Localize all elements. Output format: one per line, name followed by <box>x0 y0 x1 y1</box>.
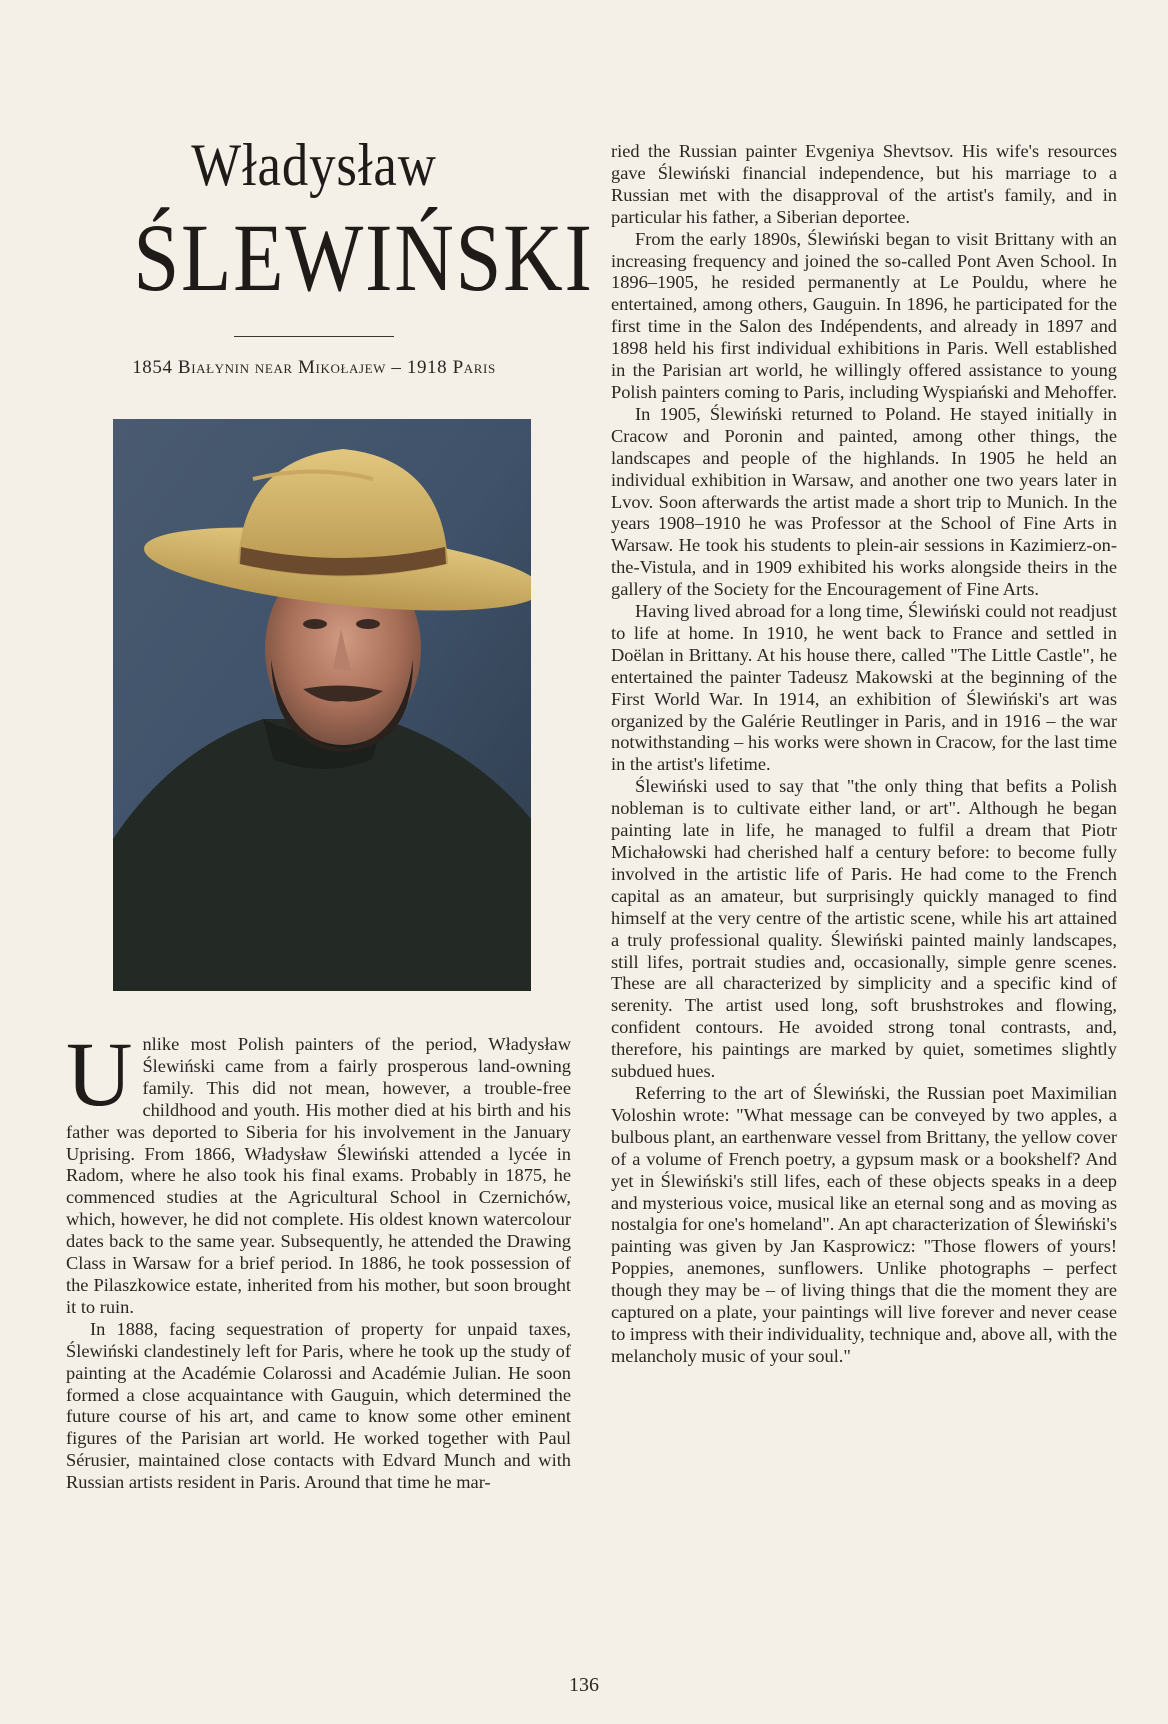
life-dates: 1854 Białynin near Mikołajew – 1918 Paris <box>132 357 496 378</box>
paragraph: ried the Russian painter Evgeniya Shevtsov. His wife's resources gave Ślewiński financial independence, but his marriage to a Russian met with the disapproval of the artist's family, and in particular his father, a Siberian deportee. <box>611 141 1117 227</box>
paragraph: Having lived abroad for a long time, Ślewiński could not readjust to life at home. In 1910, he went back to France and settled in Doëlan in Brittany. At his house there, called "The Little Castle", he entertained the painter Tadeusz Makowski at the beginning of the First World War. In 1914, an exhibition of Ślewiński's art was organized by the Galérie Reutlinger in Paris, and in 1916 – the war notwithstanding – his works were shown in Cracow, for the last time in the artist's lifetime. <box>611 601 1117 775</box>
portrait-image <box>113 419 531 991</box>
paragraph: Ślewiński used to say that "the only thing that befits a Polish nobleman is to cultivate either land, or art". Although he began painting late in life, he managed to fulfil a dream that Piotr Michałowski had cherished half a century before: to become fully involved in the artistic life of Paris. He had come to the French capital as an amateur, but surprisingly quickly managed to find himself at the very centre of the artistic scene, while his art attained a truly professional quality. Ślewiński painted mainly landscapes, still lifes, portrait studies and, occasionally, simple genre scenes. These are all characterized by simplicity and a specific kind of serenity. The artist used long, soft brushstrokes and flowing, confident contours. He avoided strong tonal contrasts, and, therefore, his paintings are marked by quiet, sometimes slightly subdued hues. <box>611 776 1117 1082</box>
paragraph: In 1888, facing sequestration of property for unpaid taxes, Ślewiński clandestinely left for Paris, where he took up the study of painting at the Académie Colarossi and Académie Julian. He soon formed a close acquaintance with Gauguin, which determined the future course of his art, and came to know some other eminent figures of the Parisian art world. He worked together with Paul Sérusier, maintained close contacts with Edvard Munch and with Russian artists resident in Paris. Around that time he mar- <box>66 1318 571 1493</box>
title-block <box>104 130 594 379</box>
paragraph <box>66 1023 571 1319</box>
paragraph: In 1905, Ślewiński returned to Poland. He stayed initially in Cracow and Poronin and painted, among other things, the landscapes and people of the highlands. In 1905 he held an individual exhibition in Warsaw, and another one two years later in Lvov. Soon afterwards the artist made a short trip to Munich. In the years 1908–1910 he was Professor at the School of Fine Arts in Warsaw. He took his students to plein-air sessions in Kazimierz-on-the-Vistula, and in 1909 exhibited his works alongside theirs in the gallery of the Society for the Encouragement of Fine Arts. <box>611 403 1117 600</box>
left-text-column <box>66 1023 571 1494</box>
right-text-column <box>611 141 1117 1368</box>
paragraph: Referring to the art of Ślewiński, the Russian poet Maximilian Voloshin wrote: "What message can be conveyed by two apples, a bulbous plant, an earthenware vessel from Brittany, the yellow cover of a volume of French poetry, a gypsum mask or a bookshelf? And yet in Ślewiński's still lifes, each of these objects speaks in a deep and mysterious voice, musical like an eternal song and as moving as nostalgia for one's homeland". An apt characterization of Ślewiński's painting was given by Jan Kasprowicz: "Those flowers of yours! Poppies, anemones, sunflowers. Unlike photographs – perfect though they may be – of living things that die the moment they are captured on a plate, your paintings will live forever and never cease to impress with their individuality, technique and, above all, with the melancholy music of your soul." <box>611 1082 1117 1366</box>
drop-cap: U <box>66 1023 133 1125</box>
page-number: 136 <box>569 1674 599 1696</box>
artist-first-name: Władysław <box>191 132 437 198</box>
self-portrait-painting <box>113 419 531 991</box>
artist-last-name: ŚLEWIŃSKI <box>133 204 594 311</box>
title-divider <box>234 336 394 337</box>
paragraph: From the early 1890s, Ślewiński began to visit Brittany with an increasing frequency and joined the so-called Pont Aven School. In 1896–1905, he resided permanently at Le Pouldu, where he entertained, among others, Gauguin. In 1896, he participated for the first time in the Salon des Indépendents, and already in 1897 and 1898 held his first individual exhibitions in Paris. Well established in the Parisian art world, he willingly offered assistance to young Polish painters coming to Paris, including Wyspiański and Mehoffer. <box>611 228 1117 402</box>
paragraph-text: nlike most Polish painters of the period, Władysław Ślewiński came from a fairly prosperous land-owning family. This did not mean, however, a trouble-free childhood and youth. His mother died at his birth and his father was deported to Siberia for his involvement in the January Uprising. From 1866, Władysław Ślewiński attended a lycée in Radom, where he also took his final exams. Probably in 1875, he commenced studies at the Agricultural School in Czernichów, which, however, he did not complete. His oldest known watercolour dates back to the same year. Subsequently, he attended the Drawing Class in Warsaw for a brief period. In 1886, he took possession of the Pilaszkowice estate, inherited from his mother, but soon brought it to ruin. <box>66 1034 571 1317</box>
